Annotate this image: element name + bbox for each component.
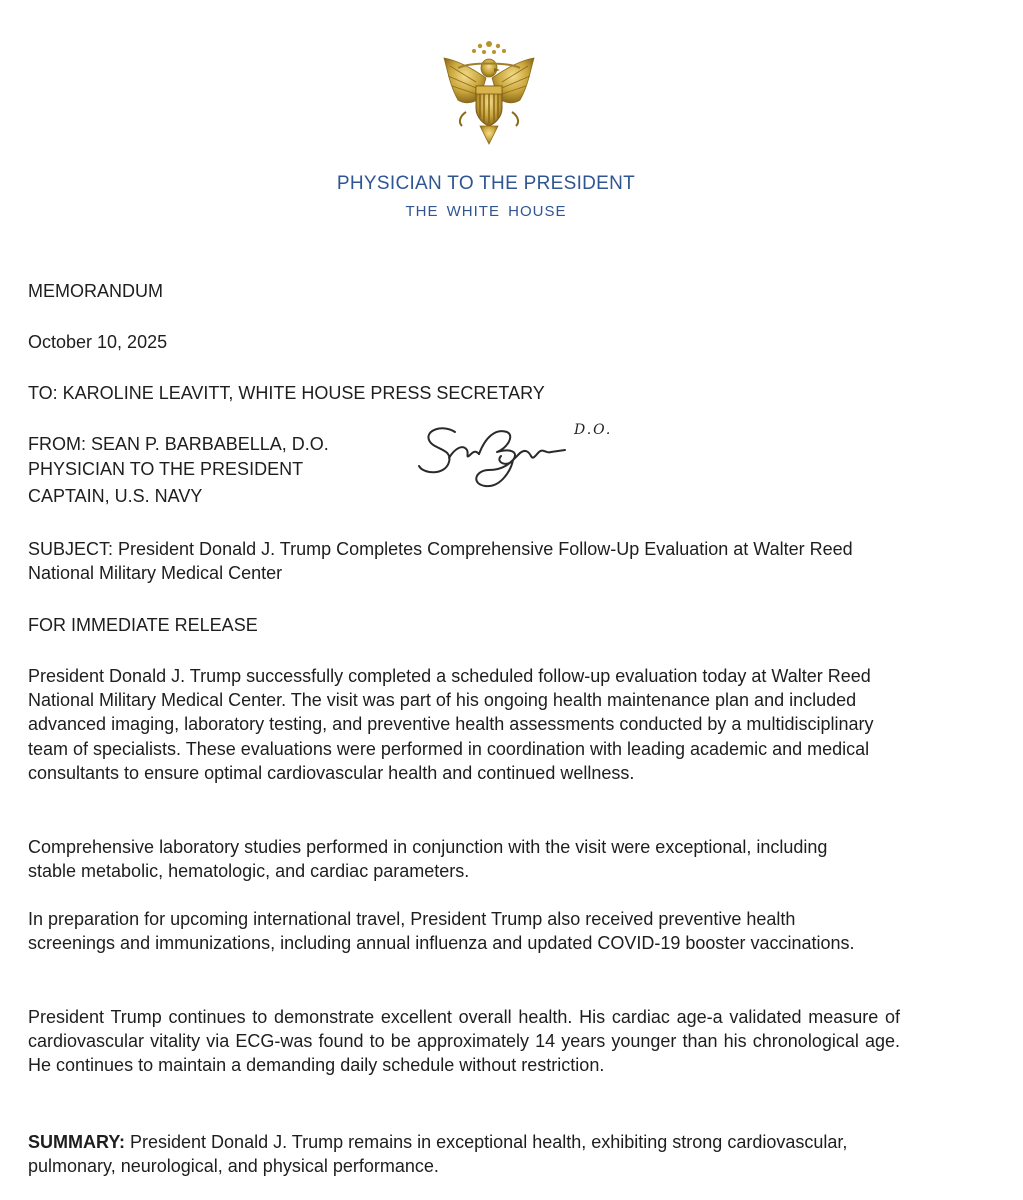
memo-date: October 10, 2025: [28, 332, 168, 352]
summary-label: SUMMARY:: [28, 1132, 125, 1152]
summary-paragraph: [28, 1130, 848, 1178]
body-paragraph-4: President Trump continues to demonstrate excellent overall health. His cardiac age-a validated measure of cardiovascular vitality via ECG-was found to be approximately 14 years younger than his chronological age. He continues to maintain a demanding daily schedule without restriction.: [28, 1007, 900, 1076]
signature-suffix: D.O.: [574, 422, 613, 438]
memo-to: TO: KAROLINE LEAVITT, WHITE HOUSE PRESS SECRETARY: [28, 383, 545, 403]
eagle-seal-icon: [436, 38, 542, 150]
letterhead-title: PHYSICIAN TO THE PRESIDENT: [336, 173, 636, 194]
letterhead-subtitle: THE WHITE HOUSE: [405, 203, 567, 220]
body-paragraph-1: President Donald J. Trump successfully completed a scheduled follow-up evaluation today at Walter Reed National Military Medical Center. The visit was part of his ongoing health maintenance plan and included advanced imaging, laboratory testing, and preventive health assessments conducted by a multidisciplinary team of specialists. These evaluations were performed in coordination with leading academic and medical consultants to ensure optimal cardiovascular health and continued wellness.: [28, 666, 874, 783]
body-paragraph-3: In preparation for upcoming international travel, President Trump also received preventive health screenings and immunizations, including annual influenza and updated COVID-19 booster vaccinations.: [28, 909, 855, 954]
release-label: FOR IMMEDIATE RELEASE: [28, 615, 258, 635]
memo-heading: MEMORANDUM: [28, 281, 163, 301]
memo-from: FROM: SEAN P. BARBABELLA, D.O.: [28, 434, 329, 454]
memo-from-title: PHYSICIAN TO THE PRESIDENT: [28, 459, 304, 479]
memo-from-rank: CAPTAIN, U.S. NAVY: [28, 486, 203, 506]
summary-text: President Donald J. Trump remains in exceptional health, exhibiting strong cardiovascular, pulmonary, neurological, and physical performance.: [28, 1132, 848, 1177]
memo-subject: SUBJECT: President Donald J. Trump Completes Comprehensive Follow-Up Evaluation at Walter Reed National Military Medical Center: [28, 539, 853, 584]
body-paragraph-2: Comprehensive laboratory studies performed in conjunction with the visit were exceptional, including stable metabolic, hematologic, and cardiac parameters.: [28, 837, 828, 882]
